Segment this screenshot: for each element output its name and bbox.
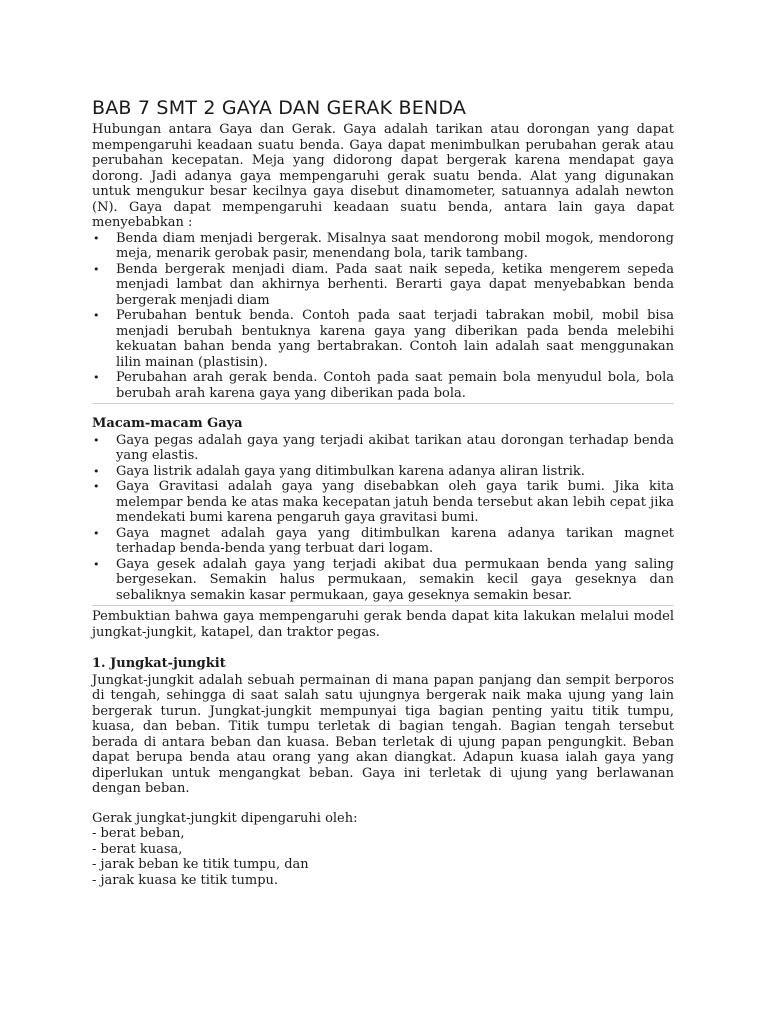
bullet-icon: • — [93, 231, 100, 245]
list-item: • Benda bergerak menjadi diam. Pada saat naik sepeda, ketika mengerem sepeda menjadi lambat dan akhirnya berhenti. Berarti gaya dapat menyebabkan benda bergerak menjadi diam — [93, 261, 674, 308]
list-item: • Benda diam menjadi bergerak. Misalnya saat mendorong mobil mogok, mendorong meja, menarik gerobak pasir, menendang bola, tarik tambang. — [93, 230, 674, 261]
section-divider — [92, 605, 674, 606]
list-item: • Gaya listrik adalah gaya yang ditimbulkan karena adanya aliran listrik. — [93, 463, 585, 479]
bullet-icon: • — [93, 309, 100, 322]
list-item: - jarak kuasa ke titik tumpu. — [92, 872, 279, 888]
list-item: • Gaya pegas adalah gaya yang terjadi akibat tarikan atau dorongan terhadap benda yang elastis. — [93, 432, 674, 463]
bullet-icon: • — [93, 464, 100, 478]
list-item: - jarak beban ke titik tumpu, dan — [92, 857, 309, 872]
list-item: - berat beban, — [92, 826, 185, 841]
bullet-icon: • — [93, 526, 100, 540]
list-item: • Gaya gesek adalah gaya yang terjadi akibat dua permukaan benda yang saling bergesekan. Semakin halus permukaan, semakin kecil gaya geseknya dan sebaliknya semakin kasar permukaan, gaya geseknya semakin besar. — [93, 556, 674, 603]
spacer — [92, 797, 674, 811]
document-content — [92, 96, 674, 888]
section1-heading: 1. Jungkat-jungkit — [92, 656, 226, 671]
spacer — [92, 640, 674, 652]
list-item: • Gaya Gravitasi adalah gaya yang disebabkan oleh gaya tarik bumi. Jika kita melempar benda ke atas maka kecepatan jatuh benda tersebut akan lebih cepat jika mendekati bumi karena pengaruh gaya gravitasi bumi. — [93, 479, 674, 525]
bullet-icon: • — [93, 433, 100, 447]
list-item: • Gaya magnet adalah gaya yang ditimbulkan karena adanya tarikan magnet terhadap benda-benda yang terbuat dari logam. — [93, 525, 674, 556]
proof-paragraph: Pembuktian bahwa gaya mempengaruhi gerak benda dapat kita lakukan melalui model jungkat-jungkit, katapel, dan traktor pegas. — [92, 609, 674, 640]
bullet-icon: • — [93, 262, 100, 276]
effects-list — [92, 231, 674, 402]
list-item: • Perubahan arah gerak benda. Contoh pada saat pemain bola menyudul bola, bola berubah arah karena gaya yang diberikan pada bola. — [93, 370, 674, 401]
types-list — [92, 433, 674, 604]
bullet-icon: • — [93, 557, 100, 571]
section-divider — [92, 403, 674, 404]
bullet-icon: • — [93, 371, 100, 384]
list-item: - berat kuasa, — [92, 841, 183, 857]
factors-intro: Gerak jungkat-jungkit dipengaruhi oleh: — [92, 810, 358, 826]
list-item: • Perubahan bentuk benda. Contoh pada saat terjadi tabrakan mobil, mobil bisa menjadi berubah bentuknya karena gaya yang diberikan pada benda melebihi kekuatan bahan benda yang bertabrakan. Contoh lain adalah saat menggunakan lilin mainan (plastisin). — [93, 308, 674, 370]
page-title: BAB 7 SMT 2 GAYA DAN GERAK BENDA — [92, 97, 467, 119]
types-heading: Macam-macam Gaya — [92, 416, 243, 431]
intro-paragraph: Hubungan antara Gaya dan Gerak. Gaya adalah tarikan atau dorongan yang dapat mempengaruhi keadaan suatu benda. Gaya dapat menimbulkan perubahan gerak atau perubahan kecepatan. Meja yang didorong dapat bergerak karena mendapat gaya dorong. Jadi adanya gaya mempengaruhi gerak suatu benda. Alat yang digunakan untuk mengukur besar kecilnya gaya disebut dinamometer, satuannya adalah newton (N). Gaya dapat mempengaruhi keadaan suatu benda, antara lain gaya dapat menyebabkan : — [92, 122, 674, 230]
bullet-icon: • — [93, 480, 100, 493]
section1-paragraph: Jungkat-jungkit adalah sebuah permainan di mana papan panjang dan sempit berporos di tengah, sehingga di saat salah satu ujungnya bergerak naik maka ujung yang lain bergerak turun. Jungkat-jungkit mempunyai tiga bagian penting yaitu titik tumpu, kuasa, dan beban. Titik tumpu terletak di bagian tengah. Bagian tengah tersebut berada di antara beban dan kuasa. Beban terletak di ujung papan pengungkit. Beban dapat berupa benda atau orang yang akan diangkat. Adapun kuasa ialah gaya yang diperlukan untuk mengangkat beban. Gaya ini terletak di ujung yang berlawanan dengan beban. — [92, 672, 674, 796]
